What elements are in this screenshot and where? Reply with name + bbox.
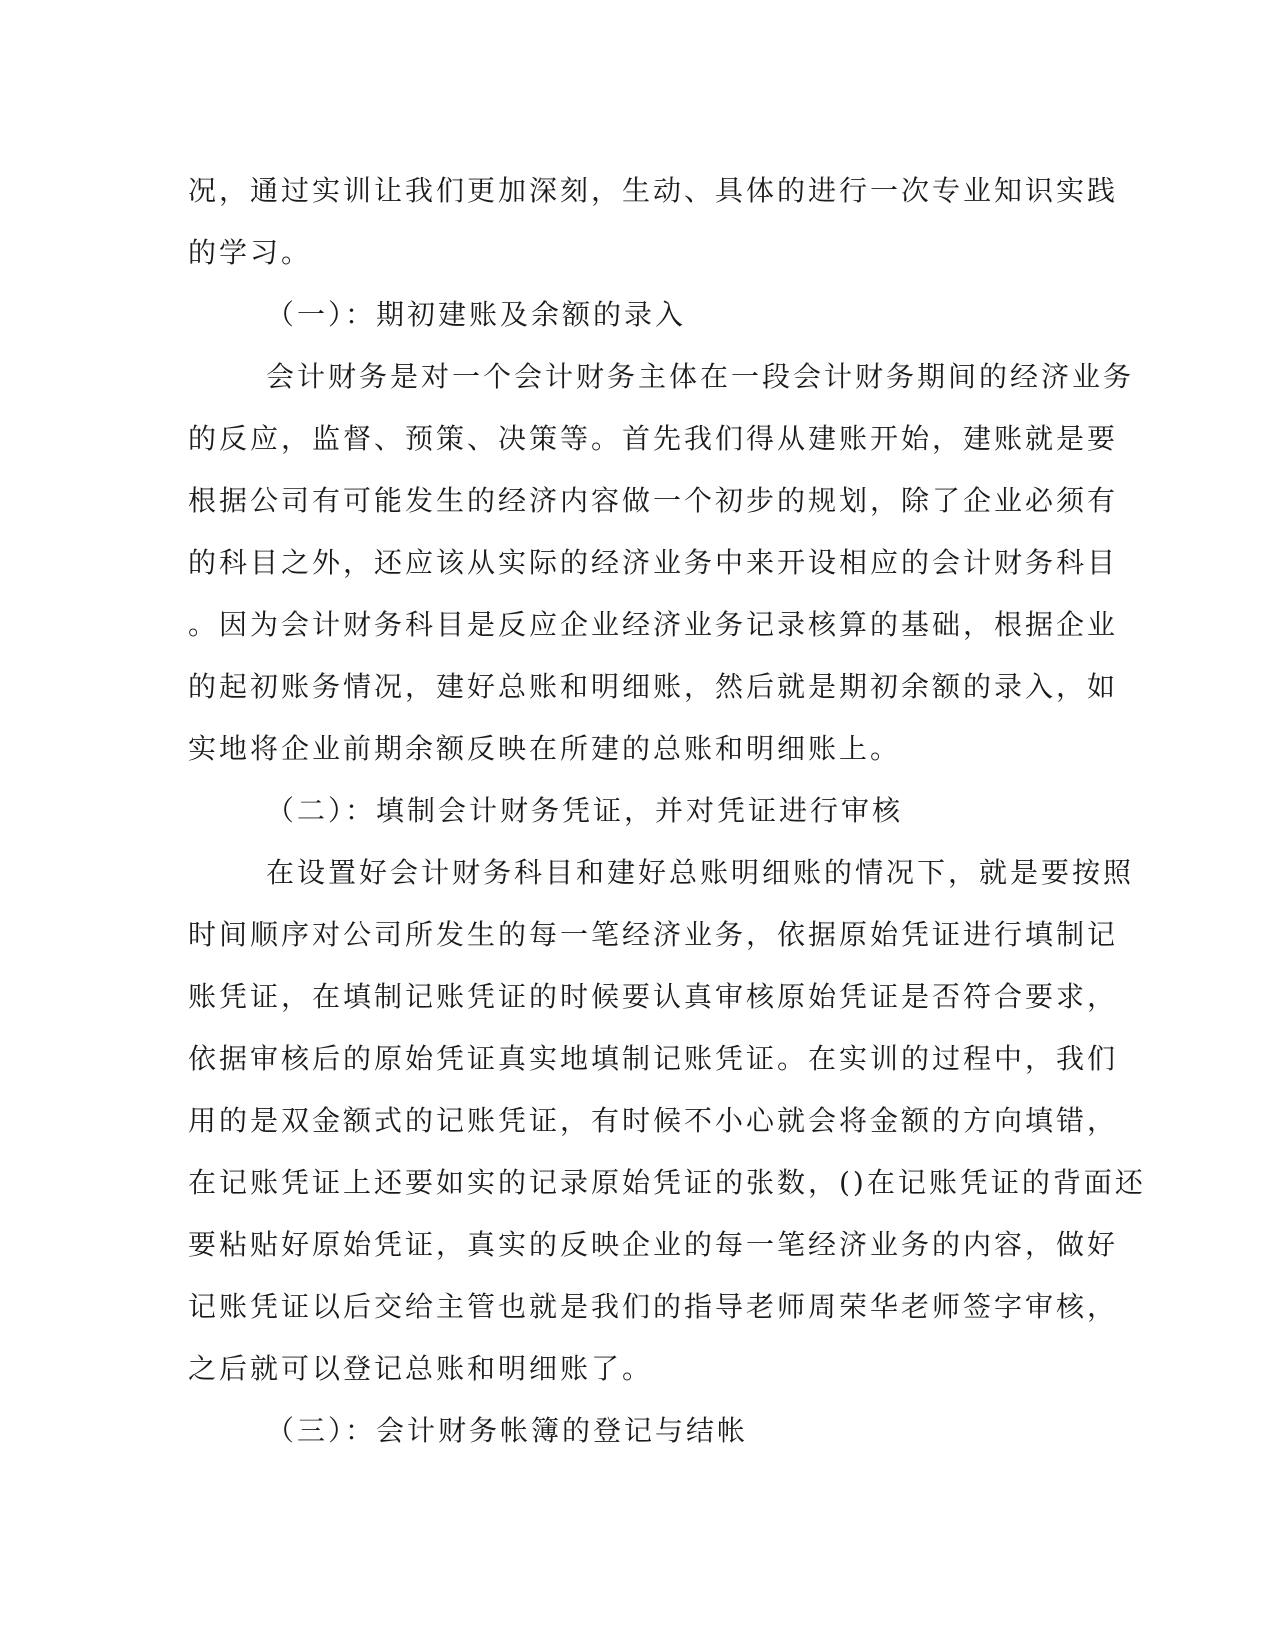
body-line: 的科目之外，还应该从实际的经济业务中来开设相应的会计财务科目 — [188, 546, 1119, 579]
section-heading-3: （三）：会计财务帐簿的登记与结帐 — [266, 1414, 749, 1447]
body-line: 在记账凭证上还要如实的记录原始凭证的张数，()在记账凭证的背面还 — [188, 1166, 1146, 1199]
body-line: 的反应，监督、预策、决策等。首先我们得从建账开始，建账就是要 — [188, 422, 1119, 455]
body-line: 。因为会计财务科目是反应企业经济业务记录核算的基础，根据企业 — [188, 608, 1119, 641]
section-heading-1: （一）：期初建账及余额的录入 — [266, 298, 687, 331]
body-line: 实地将企业前期余额反映在所建的总账和明细账上。 — [188, 732, 902, 765]
body-line: 要粘贴好原始凭证，真实的反映企业的每一笔经济业务的内容，做好 — [188, 1228, 1119, 1261]
document-body — [188, 160, 1146, 1462]
section-heading-2: （二）：填制会计财务凭证，并对凭证进行审核 — [266, 794, 904, 827]
body-line: 况，通过实训让我们更加深刻，生动、具体的进行一次专业知识实践 — [188, 174, 1119, 207]
body-line: 记账凭证以后交给主管也就是我们的指导老师周荣华老师签字审核， — [188, 1290, 1119, 1323]
body-line: 的学习。 — [188, 236, 313, 269]
body-line: 用的是双金额式的记账凭证，有时候不小心就会将金额的方向填错， — [188, 1104, 1119, 1137]
body-line: 之后就可以登记总账和明细账了。 — [188, 1352, 654, 1385]
paragraph-start: 会计财务是对一个会计财务主体在一段会计财务期间的经济业务 — [266, 360, 1135, 393]
body-line: 账凭证，在填制记账凭证的时候要认真审核原始凭证是否符合要求， — [188, 980, 1119, 1013]
body-line: 的起初账务情况，建好总账和明细账，然后就是期初余额的录入，如 — [188, 670, 1119, 703]
body-line: 依据审核后的原始凭证真实地填制记账凭证。在实训的过程中，我们 — [188, 1042, 1119, 1075]
paragraph-start: 在设置好会计财务科目和建好总账明细账的情况下，就是要按照 — [266, 856, 1135, 889]
body-line: 根据公司有可能发生的经济内容做一个初步的规划，除了企业必须有 — [188, 484, 1119, 517]
body-line: 时间顺序对公司所发生的每一笔经济业务，依据原始凭证进行填制记 — [188, 918, 1119, 951]
